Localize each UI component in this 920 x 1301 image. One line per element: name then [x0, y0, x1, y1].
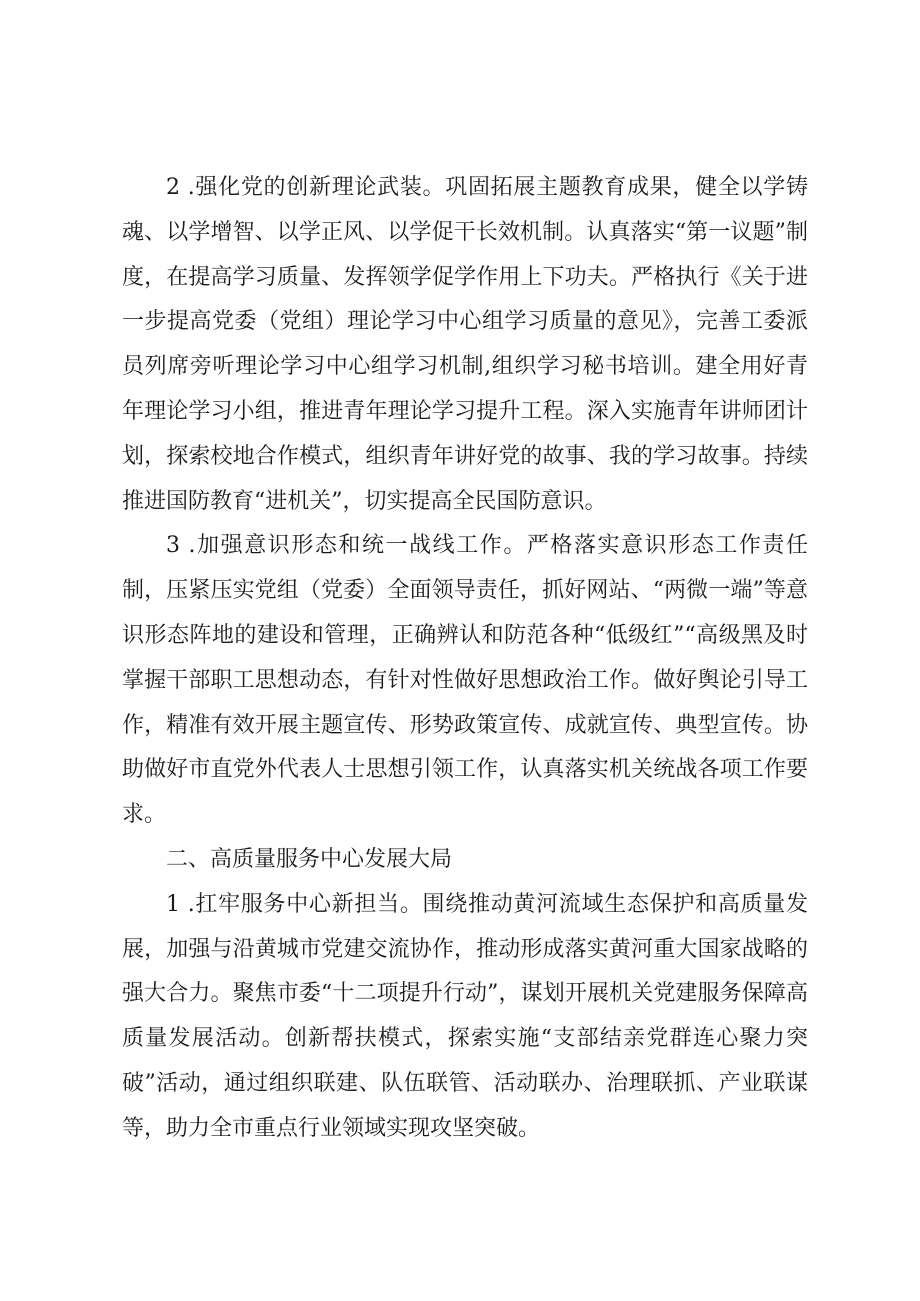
paragraph-theory-arming: 2 .强化党的创新理论武装。巩固拓展主题教育成果，健全以学铸魂、以学增智、以学正风、以学促干长效机制。认真落实“第一议题”制度，在提高学习质量、发挥领学促学作用上下功夫。严格执行《关于进一步提高党委（党组）理论学习中心组学习质量的意见》，完善工委派员列席旁听理论学习中心组学习机制,组织学习秘书培训。建全用好青年理论学习小组，推进青年理论学习提升工程。深入实施青年讲师团计划，探索校地合作模式，组织青年讲好党的故事、我的学习故事。持续推进国防教育“进机关”，切实提高全民国防意识。: [122, 175, 808, 514]
paragraph-serve-center: 1 .扛牢服务中心新担当。围绕推动黄河流域生态保护和高质量发展，加强与沿黄城市党建交流协作，推动形成落实黄河重大国家战略的强大合力。聚焦市委“十二项提升行动”，谋划开展机关党建服务保障高质量发展活动。创新帮扶模式，探索实施“支部结亲党群连心聚力突破”活动，通过组织联建、队伍联管、活动联办、治理联抓、产业联谋等，助力全市重点行业领域实现攻坚突破。: [122, 891, 808, 1141]
document-body: [122, 166, 808, 1152]
paragraph-ideology-united-front: 3 .加强意识形态和统一战线工作。严格落实意识形态工作责任制，压紧压实党组（党委）全面领导责任，抓好网站、“两微一端”等意识形态阵地的建设和管理，正确辨认和防范各种“低级红”“高级黑及时掌握干部职工思想动态，有针对性做好思想政治工作。做好舆论引导工作，精准有效开展主题宣传、形势政策宣传、成就宣传、典型宣传。协助做好市直党外代表人士思想引领工作，认真落实机关统战各项工作要求。: [122, 533, 808, 828]
section-heading: 二、高质量服务中心发展大局: [166, 846, 453, 872]
